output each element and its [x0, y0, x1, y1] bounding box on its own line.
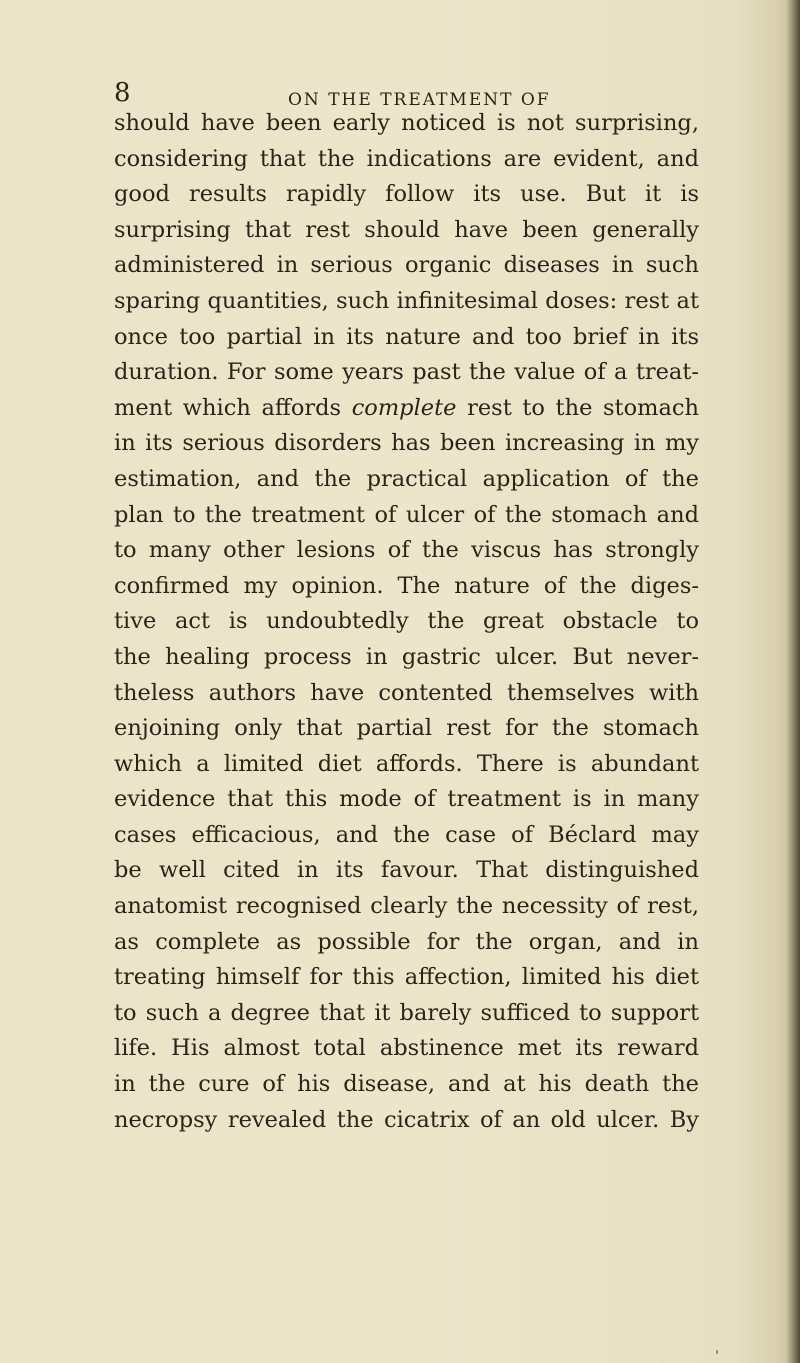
line-text: to such a degree that it barely sufficed to support — [114, 999, 699, 1026]
text-line — [114, 462, 699, 498]
text-line — [114, 782, 699, 818]
text-line — [114, 711, 699, 747]
line-text: be well cited in its favour. That distinguished — [114, 857, 699, 884]
page-edge-shadow — [786, 0, 800, 1363]
line-text: considering that the indications are evident, and — [114, 145, 699, 172]
text-line — [114, 320, 699, 356]
page-number: 8 — [114, 78, 131, 108]
text-line — [114, 889, 699, 925]
text-line — [114, 853, 699, 889]
emphasis-text: complete — [351, 394, 457, 421]
text-line — [114, 640, 699, 676]
line-text: theless authors have contented themselves with — [114, 679, 699, 706]
line-text: in its serious disorders has been increasing in my — [114, 430, 699, 457]
line-text: tive act is undoubtedly the great obstacle to — [114, 608, 699, 635]
text-line — [114, 960, 699, 996]
line-text: evidence that this mode of treatment is in many — [114, 786, 699, 813]
line-text: cases efficacious, and the case of Béclard may — [114, 821, 699, 848]
text-line — [114, 676, 699, 712]
line-text: rest to the stomach — [456, 394, 699, 421]
text-line — [114, 213, 699, 249]
line-text: sparing quantities, such infinitesimal doses: rest at — [114, 287, 699, 314]
line-text: as complete as possible for the organ, and in — [114, 928, 699, 955]
line-text: should have been early noticed is not surprising, — [114, 110, 699, 136]
paper-speck — [716, 1350, 718, 1354]
text-line — [114, 142, 699, 178]
line-text: treating himself for this affection, limited his diet — [114, 964, 699, 991]
line-text: duration. For some years past the value of a treat- — [114, 359, 699, 386]
text-line — [114, 426, 699, 462]
text-line — [114, 177, 699, 213]
text-line — [114, 996, 699, 1032]
text-line — [114, 747, 699, 783]
line-text: to many other lesions of the viscus has strongly — [114, 537, 699, 564]
text-line — [114, 106, 699, 142]
text-line — [114, 248, 699, 284]
line-text: enjoining only that partial rest for the stomach — [114, 715, 699, 742]
line-text: confirmed my opinion. The nature of the diges- — [114, 572, 699, 599]
text-line — [114, 391, 699, 427]
line-text: administered in serious organic diseases in such — [114, 252, 699, 279]
running-title: ON THE TREATMENT OF — [288, 90, 551, 110]
text-line — [114, 1067, 699, 1103]
line-text: ment which affords — [114, 394, 352, 421]
text-line — [114, 1103, 699, 1139]
line-text: necropsy revealed the cicatrix of an old ulcer. By — [114, 1106, 699, 1133]
line-text: estimation, and the practical application of the — [114, 465, 699, 492]
text-line — [114, 604, 699, 640]
text-line — [114, 1031, 699, 1067]
text-line — [114, 925, 699, 961]
line-text: in the cure of his disease, and at his death the — [114, 1071, 699, 1098]
line-text: the healing process in gastric ulcer. But never- — [114, 643, 699, 670]
line-text: once too partial in its nature and too brief in its — [114, 323, 699, 350]
line-text: plan to the treatment of ulcer of the stomach and — [114, 501, 699, 528]
text-line — [114, 818, 699, 854]
line-text: life. His almost total abstinence met its reward — [114, 1035, 699, 1062]
line-text: good results rapidly follow its use. But it is — [114, 181, 699, 208]
line-text: surprising that rest should have been generally — [114, 216, 699, 243]
text-line — [114, 498, 699, 534]
text-line — [114, 533, 699, 569]
text-line — [114, 569, 699, 605]
text-line — [114, 355, 699, 391]
body-text — [114, 106, 699, 1138]
text-line — [114, 284, 699, 320]
line-text: anatomist recognised clearly the necessity of rest, — [114, 893, 699, 920]
line-text: which a limited diet affords. There is abundant — [114, 750, 699, 777]
